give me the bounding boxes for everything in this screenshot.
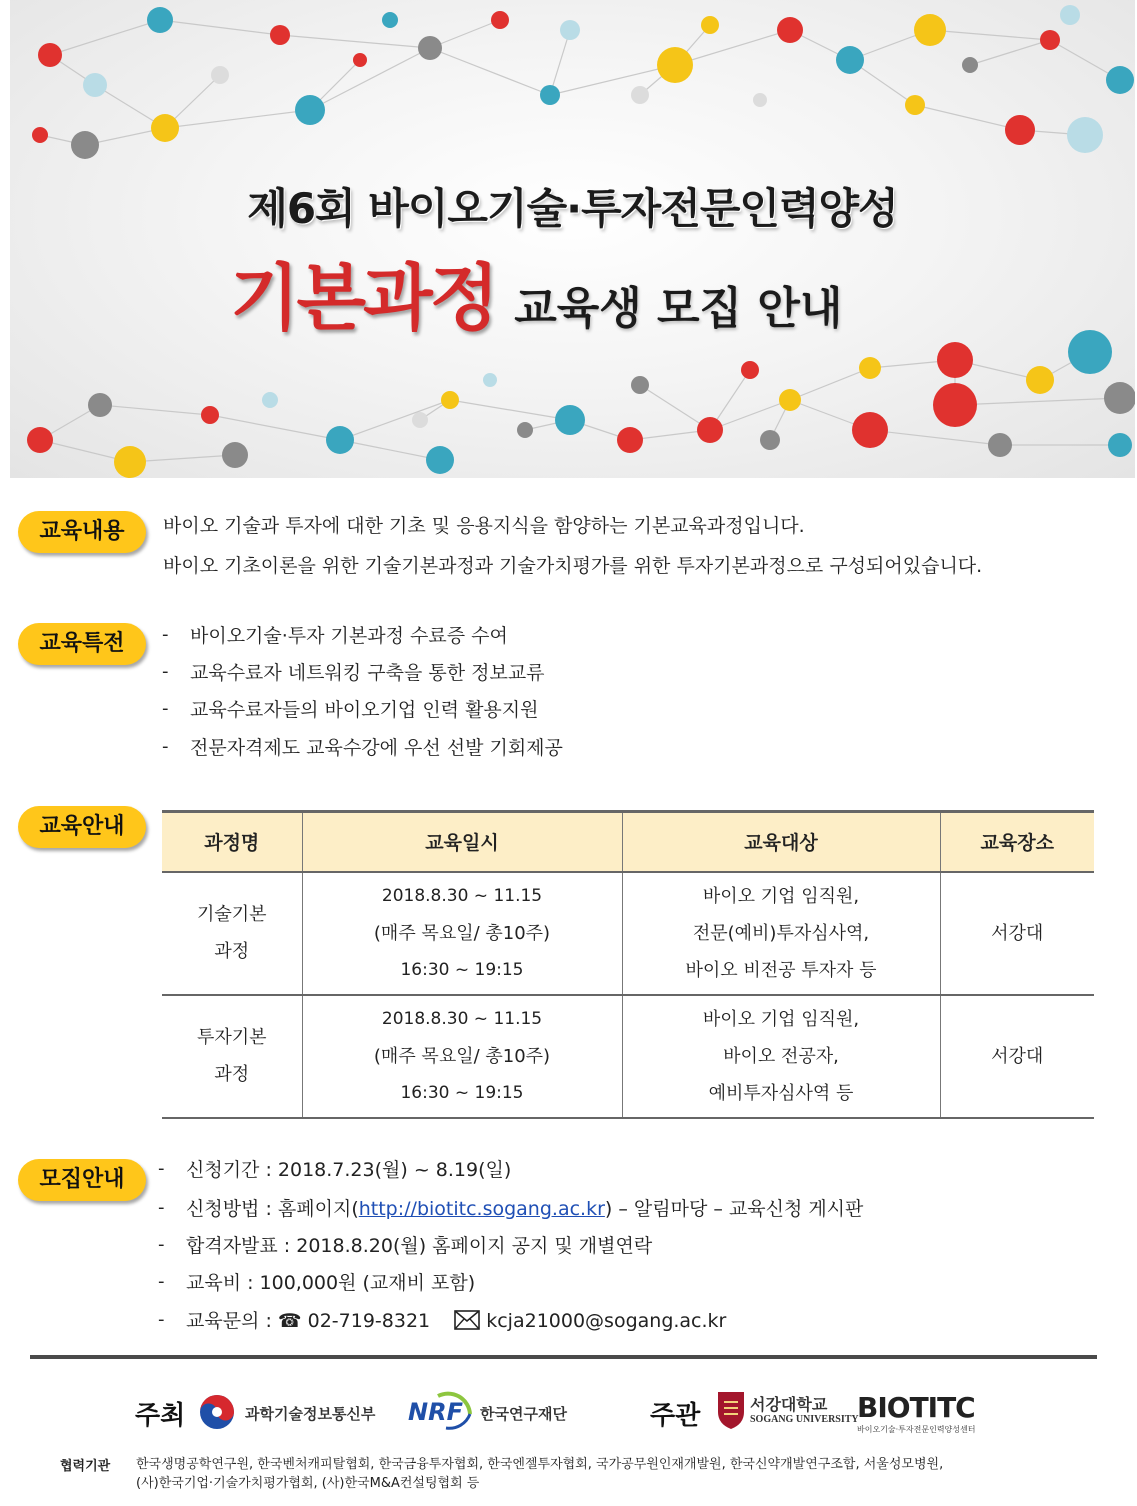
content-line-2: 바이오 기초이론을 위한 기술기본과정과 기술가치평가를 위한 투자기본과정으로 구성되어있습니다. — [163, 555, 983, 577]
shield-icon — [716, 1390, 746, 1430]
header-place: 교육장소 — [940, 812, 1094, 872]
taegeuk-icon — [198, 1393, 236, 1431]
education-table — [162, 810, 1094, 1119]
recruit-method: 신청방법 : 홈페이지(http://biotitc.sogang.ac.kr) – 알림마당 – 교육신청 게시판 — [186, 1198, 864, 1220]
biotitc-logo: BIOTITC — [857, 1391, 975, 1424]
section-badge-guide: 교육안내 — [18, 806, 146, 848]
course-schedule: 2018.8.30 ~ 11.15 (매주 목요일/ 총10주) 16:30 ~ 19:15 — [302, 872, 622, 995]
course-name: 기술기본 과정 — [162, 872, 302, 995]
course-place: 서강대 — [940, 995, 1094, 1118]
banner-title-main: 기본과정 — [230, 256, 497, 340]
benefit-item: 교육수료자들의 바이오기업 인력 활용지원 — [190, 699, 539, 721]
banner-title-line2 — [230, 240, 842, 344]
sogang-name-en: SOGANG UNIVERSITY — [750, 1414, 859, 1425]
email-address: kcja21000@sogang.ac.kr — [486, 1310, 727, 1332]
homepage-link[interactable]: http://biotitc.sogang.ac.kr — [358, 1198, 605, 1220]
header-course: 과정명 — [162, 812, 302, 872]
nrf-name: 한국연구재단 — [480, 1405, 567, 1423]
host-label: 주최 — [135, 1401, 186, 1431]
nrf-logo: NRF — [408, 1390, 474, 1430]
partners-label: 협력기관 — [60, 1459, 111, 1474]
course-place: 서강대 — [940, 872, 1094, 995]
content-line-1: 바이오 기술과 투자에 대한 기초 및 응용지식을 함양하는 기본교육과정입니다. — [163, 515, 805, 537]
table-row — [162, 872, 1094, 995]
sogang-name: 서강대학교 — [750, 1395, 828, 1414]
header-banner — [10, 0, 1135, 478]
course-schedule: 2018.8.30 ~ 11.15 (매주 목요일/ 총10주) 16:30 ~ 19:15 — [302, 995, 622, 1118]
banner-title-sub: 교육생 모집 안내 — [514, 283, 843, 334]
msit-logo — [198, 1393, 236, 1435]
benefit-item: 전문자격제도 교육수강에 우선 선발 기회제공 — [190, 737, 563, 759]
biotitc-subtitle: 바이오기술·투자전문인력양성센터 — [857, 1425, 976, 1434]
footer-divider — [30, 1355, 1097, 1359]
recruit-announce: 합격자발표 : 2018.8.20(월) 홈페이지 공지 및 개별연락 — [186, 1235, 653, 1257]
network-graphic — [10, 0, 1135, 478]
recruit-inquiry: 교육문의 : ☎ 02-719-8321 kcja21000@sogang.ac.kr — [186, 1308, 726, 1337]
section-badge-recruit: 모집안내 — [18, 1159, 146, 1201]
section-badge-benefits: 교육특전 — [18, 623, 146, 665]
partners-list: 한국생명공학연구원, 한국벤처캐피탈협회, 한국금융투자협회, 한국엔젤투자협회, 국가공무원인재개발원, 한국신약개발연구조합, 서울성모병원, (사)한국기업·기술가치평가협회, (사)한국M&A컨설팅협회 등 — [136, 1457, 944, 1491]
benefit-item: 교육수료자 네트워킹 구축을 통한 정보교류 — [190, 662, 545, 684]
table-header-row — [162, 812, 1094, 872]
recruit-fee: 교육비 : 100,000원 (교재비 포함) — [186, 1272, 476, 1294]
recruit-period: 신청기간 : 2018.7.23(월) ~ 8.19(일) — [186, 1159, 512, 1181]
benefit-item: 바이오기술·투자 기본과정 수료증 수여 — [190, 625, 508, 647]
course-target: 바이오 기업 임직원, 바이오 전공자, 예비투자심사역 등 — [622, 995, 940, 1118]
mail-icon — [454, 1310, 480, 1337]
course-target: 바이오 기업 임직원, 전문(예비)투자심사역, 바이오 비전공 투자자 등 — [622, 872, 940, 995]
sogang-emblem — [716, 1390, 746, 1434]
header-schedule: 교육일시 — [302, 812, 622, 872]
msit-name: 과학기술정보통신부 — [245, 1405, 376, 1423]
phone-number: 02-719-8321 — [307, 1310, 431, 1332]
header-target: 교육대상 — [622, 812, 940, 872]
phone-icon: ☎ — [277, 1310, 302, 1332]
banner-title-line1: 제6회 바이오기술·투자전문인력양성 — [247, 184, 898, 233]
section-badge-content: 교육내용 — [18, 511, 146, 553]
course-name: 투자기본 과정 — [162, 995, 302, 1118]
table-row — [162, 995, 1094, 1118]
manage-label: 주관 — [650, 1401, 701, 1431]
